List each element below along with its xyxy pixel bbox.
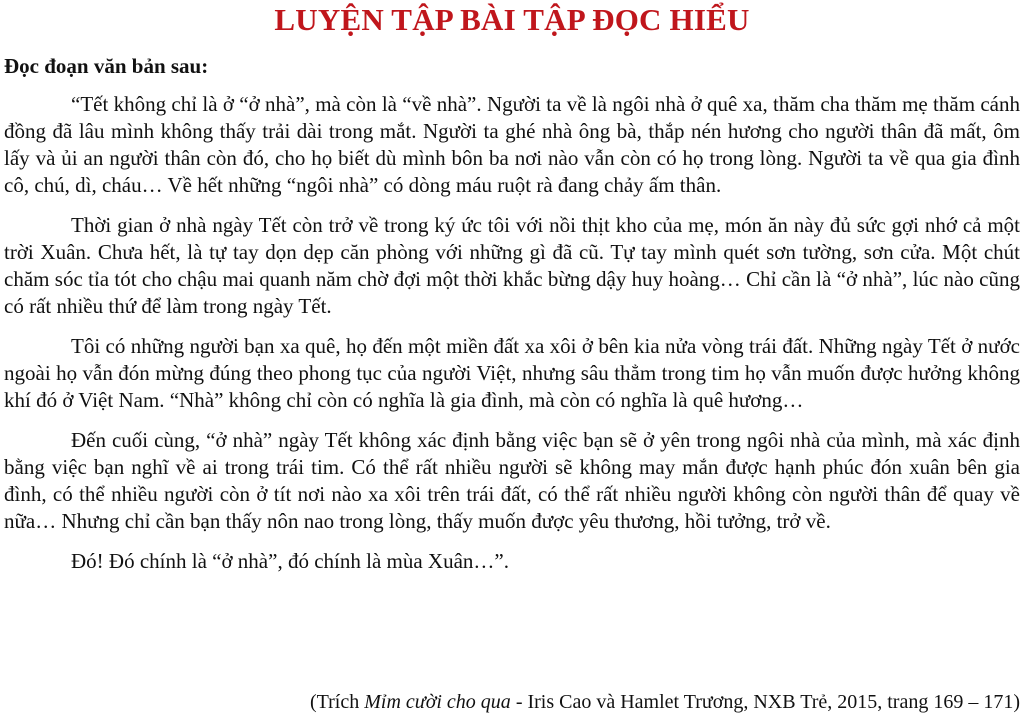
passage-paragraph-2: Thời gian ở nhà ngày Tết còn trở về trong ký ức tôi với nồi thịt kho của mẹ, món ăn này đủ sức gợi nhớ cả một trời Xuân. Chưa hết, là tự tay dọn dẹp căn phòng với những gì đã cũ. Tự tay mình quét sơn tường, sơn cửa. Một chút chăm sóc tỉa tót cho chậu mai quanh năm chờ đợi một thời khắc bừng dậy huy hoàng… Chỉ cần là “ở nhà”, lúc nào cũng có rất nhiều thứ để làm trong ngày Tết. — [4, 213, 1020, 318]
source-citation — [310, 689, 1020, 715]
passage-paragraph-4: Đến cuối cùng, “ở nhà” ngày Tết không xác định bằng việc bạn sẽ ở yên trong ngôi nhà của mình, mà xác định bằng việc bạn nghĩ về ai trong trái tim. Có thể rất nhiều người sẽ không may mắn được hạnh phúc đón xuân bên gia đình, có thể nhiều người còn ở tít nơi nào xa xôi trên trái đất, có thể rất nhiều người không còn người thân để quay về nữa… Nhưng chỉ cần bạn thấy nôn nao trong lòng, thấy muốn được yêu thương, hồi tưởng, trở về. — [4, 428, 1020, 533]
passage-paragraph-5: Đó! Đó chính là “ở nhà”, đó chính là mùa Xuân…”. — [71, 549, 509, 573]
passage-paragraph-1: “Tết không chỉ là ở “ở nhà”, mà còn là “về nhà”. Người ta về là ngôi nhà ở quê xa, thăm cha thăm mẹ thăm cánh đồng đã lâu mình không thấy trải dài trong mắt. Người ta ghé nhà ông bà, thắp nén hương cho người thân đã mất, ôm lấy và ủi an người thân còn đó, cho họ biết dù mình bôn ba nơi nào vẫn còn có họ trong lòng. Người ta về qua gia đình cô, chú, dì, cháu… Về hết những “ngôi nhà” có dòng máu ruột rà đang chảy ấm thân. — [4, 92, 1020, 197]
citation-suffix: - Iris Cao và Hamlet Trương, NXB Trẻ, 2015, trang 169 – 171) — [510, 691, 1020, 713]
passage-body — [4, 91, 1020, 588]
instruction-heading: Đọc đoạn văn bản sau: — [4, 54, 209, 78]
passage-paragraph-3: Tôi có những người bạn xa quê, họ đến một miền đất xa xôi ở bên kia nửa vòng trái đất. Những ngày Tết ở nước ngoài họ vẫn đón mừng đúng theo phong tục của người Việt, nhưng sâu thẳm trong tim họ vẫn muốn được hưởng không khí đó ở Việt Nam. “Nhà” không chỉ còn có nghĩa là gia đình, mà còn có nghĩa là quê hương… — [4, 334, 1020, 412]
page-title: LUYỆN TẬP BÀI TẬP ĐỌC HIỂU — [274, 2, 750, 37]
citation-work-title: Mỉm cười cho qua — [364, 691, 511, 713]
citation-prefix: (Trích — [309, 691, 365, 713]
